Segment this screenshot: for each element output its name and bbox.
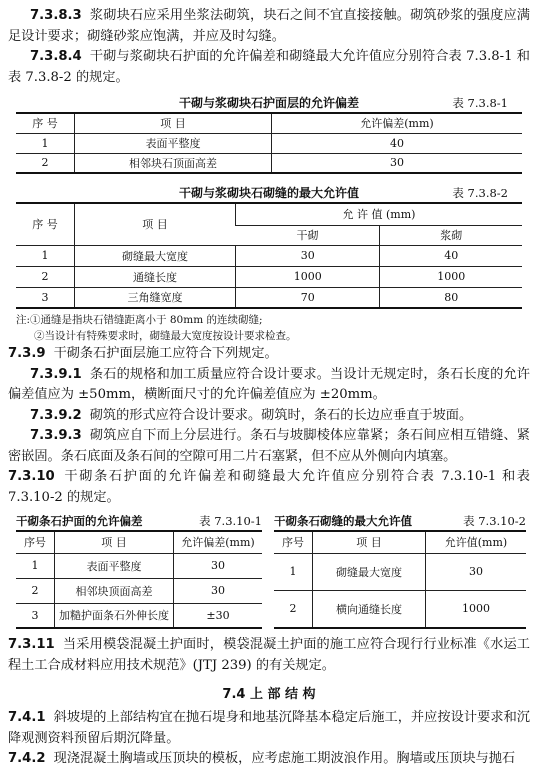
table-row: 2 通缝长度 1000 1000 xyxy=(16,266,522,287)
table-7-3-10-2-block xyxy=(274,512,526,629)
table-row: 2 相邻块顶面高差 30 xyxy=(16,578,262,603)
paragraph-7-3-9-3: 7.3.9.3 砌筑应自下而上分层进行。条石与坡脚棱体应靠紧；条石间应相互错缝、紧密嵌固。条石底面及条石间的空隙可用二片石塞紧，但不应从外侧向内填塞。 xyxy=(8,428,530,464)
table-caption: 干砌条石砌缝的最大允许值 表 7.3.10-2 xyxy=(274,514,526,528)
table-caption: 干砌与浆砌块石砌缝的最大允许值 表 7.3.8-2 xyxy=(178,186,508,200)
table-7-3-10-1-block xyxy=(16,512,262,629)
paragraph-7-3-8-4: 7.3.8.4 干砌与浆砌块石护面的允许偏差和砌缝最大允许值应分别符合表 7.3.8-1 和表 7.3.8-2 的规定。 xyxy=(8,49,530,85)
table-row: 2 横向通缝长度 1000 xyxy=(274,590,526,628)
paragraph-7-3-9: 7.3.9 干砌条石护面层施工应符合下列规定。 xyxy=(8,346,278,361)
paragraph-7-4-1: 7.4.1 斜坡堤的上部结构宜在抛石堤身和地基沉降基本稳定后施工，并应按设计要求和沉降观测资料预留后期沉降量。 xyxy=(8,710,530,746)
section-heading: 7.4 上 部 结 构 xyxy=(222,687,316,702)
table-7-3-10-2: 序号 项 目 允许值(mm) 1 砌缝最大宽度 30 2 横向通缝长度 1000 xyxy=(274,530,526,629)
table-caption: 干砌条石护面的允许偏差 表 7.3.10-1 xyxy=(16,514,262,528)
table-7-3-8-2: 序 号 项 目 允 许 值 (mm) 干砌 浆砌 1 砌缝最大宽度 30 40 2 通缝长度 1000 1000 3 三角缝宽度 70 80 xyxy=(16,202,522,309)
table-note: 注:①通缝是指块石错缝距离小于 80mm 的连续砌缝; ②当设计有特殊要求时，砌缝最大宽度按设计要求检查。 xyxy=(16,314,297,342)
table-row: 1 表面平整度 40 xyxy=(16,133,522,153)
paragraph-7-3-9-1: 7.3.9.1 条石的规格和加工质量应符合设计要求。当设计无规定时，条石长度的允许偏差值应为 ±50mm，横断面尺寸的允许偏差值应为 ±20mm。 xyxy=(8,366,530,402)
table-row: 1 表面平整度 30 xyxy=(16,553,262,578)
paragraph-7-3-8-3: 7.3.8.3 浆砌块石应采用坐浆法砌筑，块石之间不宜直接接触。砌筑砂浆的强度应满足设计要求；砌缝砂浆应饱满，并应及时勾缝。 xyxy=(8,8,530,44)
table-row: 3 三角缝宽度 70 80 xyxy=(16,287,522,308)
table-caption: 干砌与浆砌块石护面层的允许偏差 表 7.3.8-1 xyxy=(178,96,508,110)
paragraph-7-4-2: 7.4.2 现浇混凝土胸墙或压顶块的模板，应考虑施工期波浪作用。胸墙或压顶块与抛石 xyxy=(8,751,516,766)
table-row: 1 砌缝最大宽度 30 xyxy=(274,553,526,590)
table-row: 2 相邻块石顶面高差 30 xyxy=(16,153,522,173)
paragraph-7-3-10: 7.3.10 干砌条石护面的允许偏差和砌缝最大允许值应分别符合表 7.3.10-1 和表 7.3.10-2 的规定。 xyxy=(8,469,530,505)
table-7-3-10-1: 序号 项 目 允许偏差(mm) 1 表面平整度 30 2 相邻块顶面高差 30 3 加糙护面条石外伸长度 ±30 xyxy=(16,530,262,629)
paragraph-7-3-11: 7.3.11 当采用模袋混凝土护面时，模袋混凝土护面的施工应符合现行行业标准《水运工程土工合成材料应用技术规范》(JTJ 239) 的有关规定。 xyxy=(8,637,530,673)
table-row: 3 加糙护面条石外伸长度 ±30 xyxy=(16,603,262,628)
paired-tables xyxy=(16,512,526,629)
document-page xyxy=(8,6,530,770)
table-row: 1 砌缝最大宽度 30 40 xyxy=(16,245,522,266)
paragraph-7-3-9-2: 7.3.9.2 砌筑的形式应符合设计要求。砌筑时，条石的长边应垂直于坡面。 xyxy=(30,407,473,423)
table-7-3-8-1: 序 号 项 目 允许偏差(mm) 1 表面平整度 40 2 相邻块石顶面高差 30 xyxy=(16,112,522,174)
